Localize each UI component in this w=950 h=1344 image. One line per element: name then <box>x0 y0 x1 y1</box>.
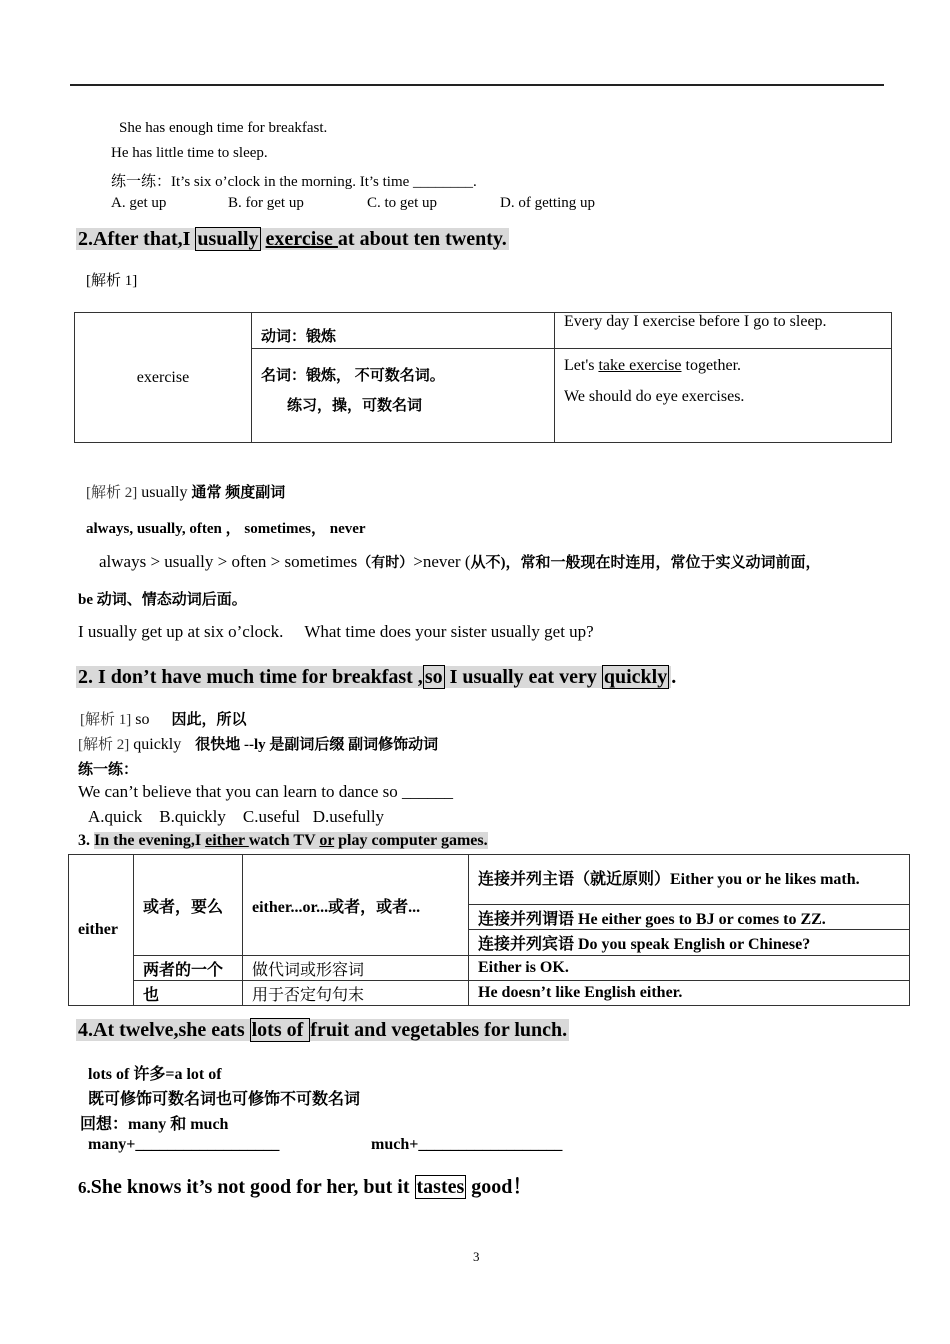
option-d: D. of getting up <box>500 195 595 211</box>
table-noun-examples: Let's take exercise together. We should do eye exercises. <box>555 349 892 443</box>
boxed-lots-of: lots of <box>251 1019 309 1041</box>
table-noun-meaning: 名词：锻炼， 不可数名词。 练习，操，可数名词 <box>252 349 555 443</box>
section-heading-breakfast: 2. I don’t have much time for breakfast , so I usually eat very quickly . <box>78 666 677 688</box>
frequency-adverbs: always, usually, often ， sometimes， never <box>86 521 366 537</box>
option-a: A. get up <box>111 195 167 211</box>
option-b: B. for get up <box>228 195 304 211</box>
sentence-enough-time: She has enough time for breakfast. <box>119 120 328 136</box>
lots-of-usage: 既可修饰可数名词也可修饰不可数名词 <box>88 1091 361 1108</box>
analysis-quickly: [解析 2] quickly 很快地 --ly 是副词后缀 副词修饰动词 <box>78 736 439 753</box>
either-pronoun-example: Either is OK. <box>469 956 910 981</box>
option-c: C. to get up <box>367 195 437 211</box>
either-meaning-one: 两者的一个 <box>134 956 243 981</box>
frequency-order-cont: be 动词、情态动词后面。 <box>78 592 247 608</box>
either-object-example: 连接并列宾语 Do you speak English or Chinese? <box>469 930 910 956</box>
either-subject-example: 连接并列主语（就近原则）Either you or he likes math. <box>469 855 910 905</box>
either-or-usage: either...or...或者，或者... <box>243 855 469 956</box>
table-verb-meaning: 动词：锻炼 <box>252 313 555 349</box>
either-predicate-example: 连接并列谓语 He either goes to BJ or comes to ZZ. <box>469 905 910 930</box>
analysis-so: [解析 1] so 因此，所以 <box>80 711 247 728</box>
frequency-order: always > usually > often > sometimes（有时）>never (从不)，常和一般现在时连用，常位于实义动词前面， <box>99 552 821 571</box>
page-number: 3 <box>473 1249 480 1264</box>
boxed-usually: usually <box>197 228 259 250</box>
table-word-exercise: exercise <box>75 313 252 443</box>
lots-of-meaning: lots of 许多=a lot of <box>88 1066 222 1083</box>
recall-many-much: 回想：many 和 much <box>80 1116 229 1133</box>
either-meaning-also: 也 <box>134 981 243 1006</box>
analysis-usually: [解析 2] usually 通常 频度副词 <box>86 484 286 501</box>
boxed-so: so <box>424 666 443 688</box>
table-verb-example: Every day I exercise before I go to sleep. <box>555 313 892 349</box>
section-heading-exercise: 2.After that,I usually exercise at about ten twenty. <box>78 228 507 250</box>
either-table <box>68 854 910 1006</box>
practice-label: 练一练： <box>78 762 139 778</box>
exercise-table <box>74 312 892 443</box>
either-pronoun-usage: 做代词或形容词 <box>243 956 469 981</box>
either-negative-example: He doesn’t like English either. <box>469 981 910 1006</box>
practice-options-quick: A.quick B.quickly C.useful D.usefully <box>88 807 385 826</box>
section-heading-either: 3. In the evening,I either watch TV or play computer games. <box>78 832 488 849</box>
practice-question-quick: We can’t believe that you can learn to dance so ______ <box>78 782 454 801</box>
analysis-label-1: [解析 1] <box>86 273 138 289</box>
header-rule <box>70 84 884 86</box>
section-heading-lots-of: 4.At twelve,she eats lots of fruit and vegetables for lunch. <box>78 1019 568 1041</box>
practice-question: 练一练：It’s six o’clock in the morning. It’s time ________. <box>111 174 477 190</box>
sentence-little-time: He has little time to sleep. <box>111 145 268 161</box>
either-meaning-or: 或者，要么 <box>134 855 243 956</box>
table-word-either: either <box>69 855 134 1006</box>
section-heading-tastes: 6.She knows it’s not good for her, but it tastes good！ <box>78 1176 533 1198</box>
either-negative-usage: 用于否定句句末 <box>243 981 469 1006</box>
much-blank: much+__________________ <box>371 1136 563 1153</box>
boxed-tastes: tastes <box>416 1176 465 1198</box>
boxed-quickly: quickly <box>603 666 668 688</box>
usually-examples: I usually get up at six o’clock. What time does your sister usually get up? <box>78 622 594 641</box>
many-blank: many+__________________ <box>88 1136 280 1153</box>
